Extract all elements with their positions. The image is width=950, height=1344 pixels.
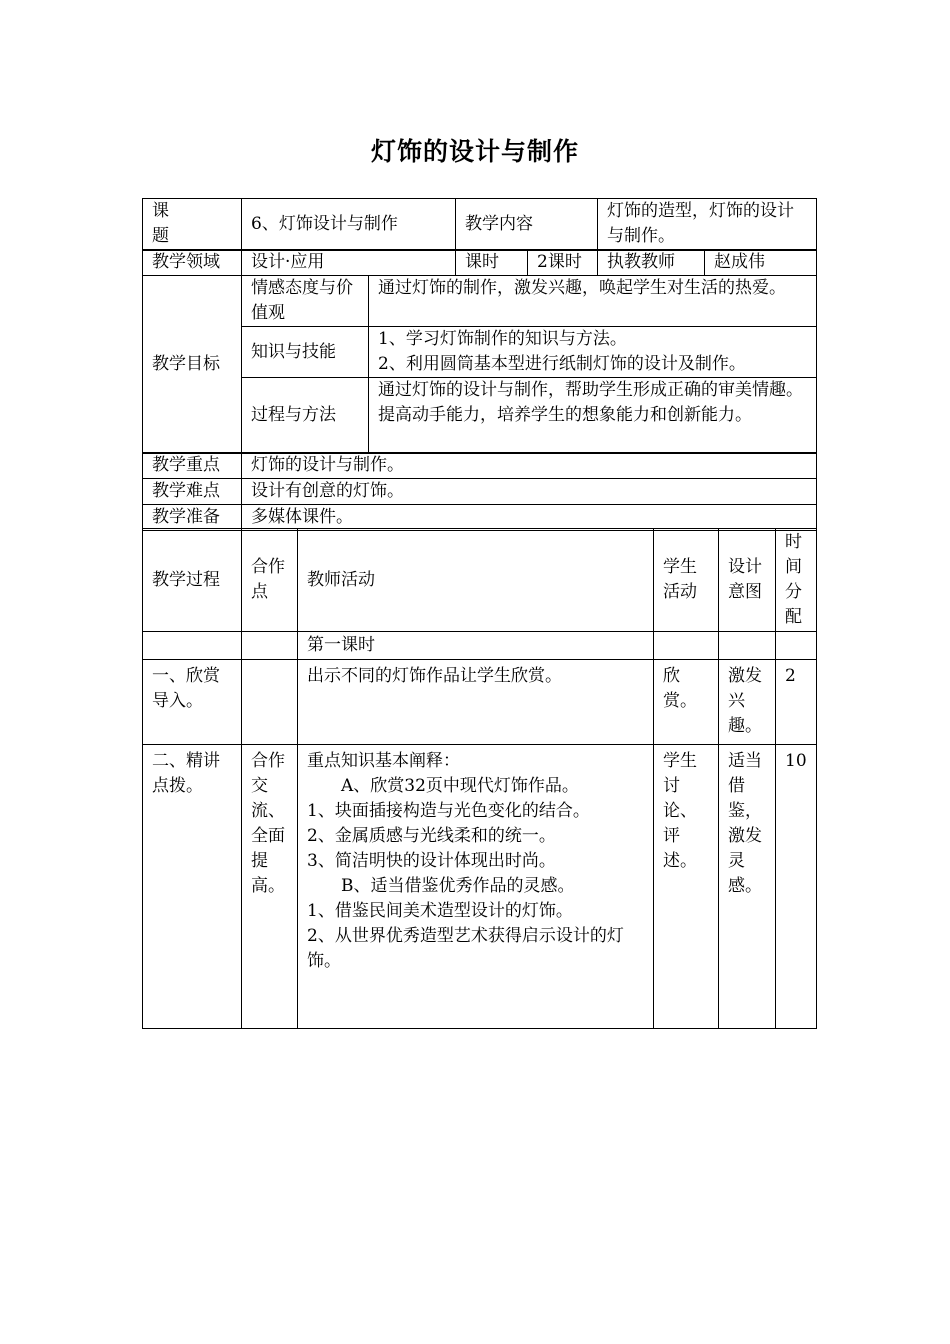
row-stage: 二、精讲 点拨。	[143, 745, 242, 1029]
header-table-row2	[142, 249, 817, 276]
content-value: 灯饰的造型，灯饰的设计与制作。	[598, 199, 817, 251]
objective-text: 1、学习灯饰制作的知识与方法。 2、利用圆筒基本型进行纸制灯饰的设计及制作。	[369, 327, 817, 378]
session-empty	[143, 632, 242, 660]
row-stage: 一、欣赏 导入。	[143, 660, 242, 745]
key-point-value: 灯饰的设计与制作。	[242, 453, 817, 479]
session-empty	[719, 632, 776, 660]
objectives-label: 教学目标	[143, 276, 242, 454]
process-header-stage: 教学过程	[143, 529, 242, 632]
row-cooperation: 合作 交 流、 全面 提 高。	[242, 745, 298, 1029]
objectives-table	[142, 275, 817, 454]
row-time: 2	[776, 660, 817, 745]
preparation-value: 多媒体课件。	[242, 505, 817, 531]
domain-label: 教学领域	[143, 250, 242, 276]
session-empty	[776, 632, 817, 660]
process-header-teacher: 教师活动	[298, 529, 654, 632]
process-header-student: 学生 活动	[654, 529, 719, 632]
difficulty-value: 设计有创意的灯饰。	[242, 479, 817, 505]
key-point-label: 教学重点	[143, 453, 242, 479]
table-row	[143, 745, 817, 1029]
summary-table	[142, 452, 817, 531]
objective-name: 过程与方法	[242, 378, 369, 454]
process-header-intent: 设计 意图	[719, 529, 776, 632]
row-intent: 适当 借 鉴， 激发 灵 感。	[719, 745, 776, 1029]
domain-value: 设计·应用	[242, 250, 456, 276]
row-teacher: 重点知识基本阐释： A、欣赏32页中现代灯饰作品。 1、块面插接构造与光色变化的结合。 2、金属质感与光线柔和的统一。 3、简洁明快的设计体现出时尚。 B、适当借鉴优秀作品的灵感。 1、借鉴民间美术造型设计的灯饰。 2、从世界优秀造型艺术获得启示设计的灯饰。	[298, 745, 654, 1029]
header-table	[142, 198, 817, 251]
content-label: 教学内容	[456, 199, 598, 251]
row-time: 10	[776, 745, 817, 1029]
session-empty	[654, 632, 719, 660]
row-student: 欣 赏。	[654, 660, 719, 745]
hours-label: 课时	[456, 250, 528, 276]
topic-label: 课 题	[143, 199, 242, 251]
table-row	[143, 660, 817, 745]
topic-value: 6、灯饰设计与制作	[242, 199, 456, 251]
row-teacher: 出示不同的灯饰作品让学生欣赏。	[298, 660, 654, 745]
teacher-value: 赵成伟	[705, 250, 817, 276]
row-cooperation	[242, 660, 298, 745]
objective-name: 情感态度与价值观	[242, 276, 369, 327]
row-intent: 激发 兴 趣。	[719, 660, 776, 745]
teacher-label: 执教教师	[598, 250, 705, 276]
session-empty	[242, 632, 298, 660]
process-header-time: 时 间 分 配	[776, 529, 817, 632]
hours-value: 2课时	[528, 250, 598, 276]
session-label: 第一课时	[298, 632, 654, 660]
process-table	[142, 528, 817, 1029]
preparation-label: 教学准备	[143, 505, 242, 531]
process-header-cooperation: 合作 点	[242, 529, 298, 632]
row-student: 学生 讨 论、 评 述。	[654, 745, 719, 1029]
objective-name: 知识与技能	[242, 327, 369, 378]
objective-text: 通过灯饰的设计与制作，帮助学生形成正确的审美情趣。提高动手能力，培养学生的想象能力和创新能力。	[369, 378, 817, 454]
objective-text: 通过灯饰的制作，激发兴趣，唤起学生对生活的热爱。	[369, 276, 817, 327]
page-title: 灯饰的设计与制作	[370, 137, 579, 166]
difficulty-label: 教学难点	[143, 479, 242, 505]
